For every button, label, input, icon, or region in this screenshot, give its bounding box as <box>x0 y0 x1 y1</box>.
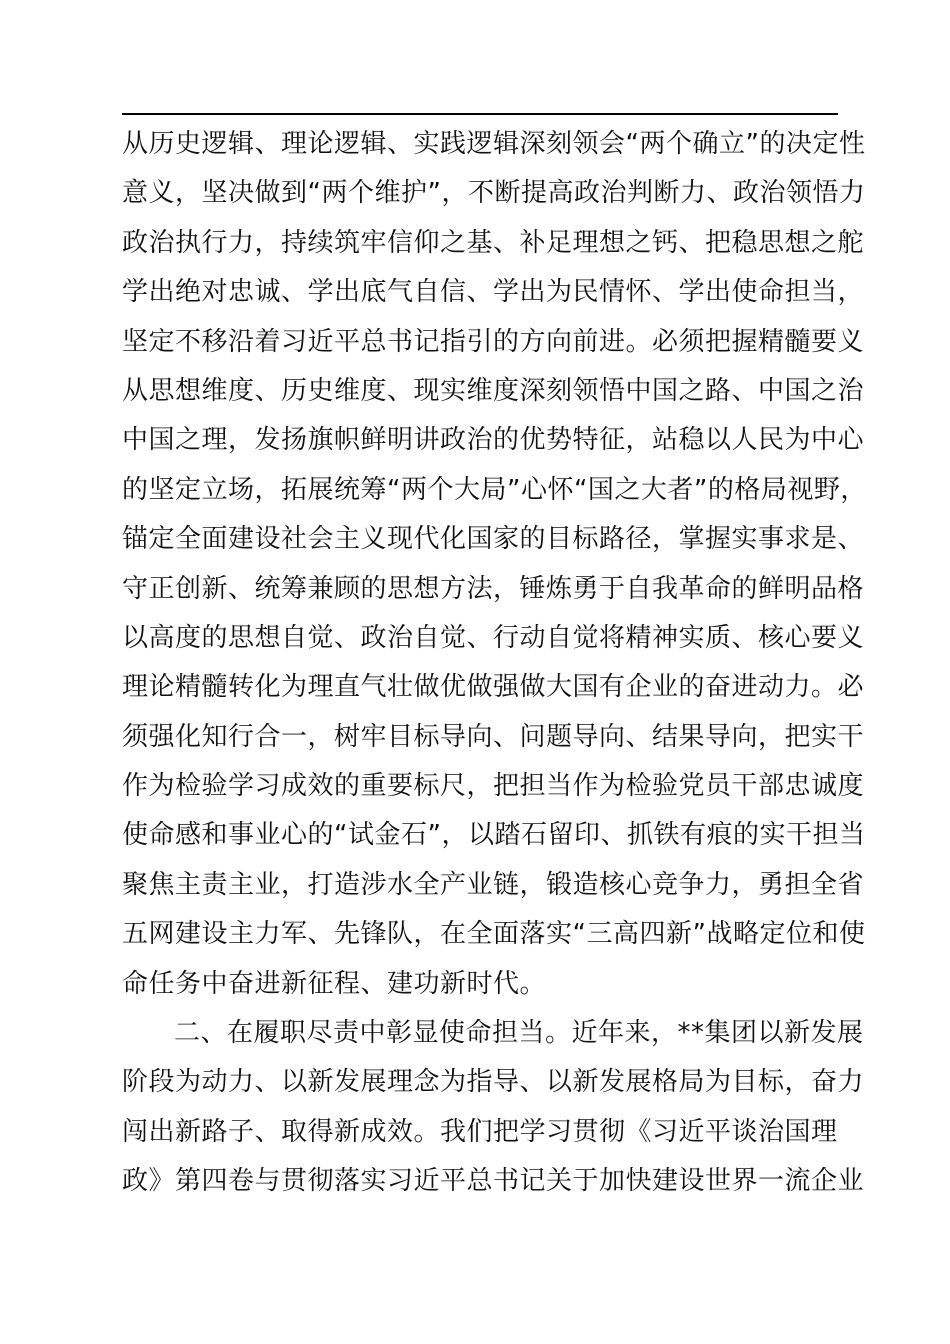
text-line: 中国之理，发扬旗帜鲜明讲政治的优势特征，站稳以人民为中心 <box>122 425 865 456</box>
text-line: 闯出新路子、取得新成效。我们把学习贯彻《习近平谈治国理 <box>122 1116 838 1147</box>
body-text <box>122 120 882 1207</box>
text-line: 五网建设主力军、先锋队，在全面落实“三高四新”战略定位和使 <box>122 919 866 950</box>
text-line: 的坚定立场，拓展统筹“两个大局”心怀“国之大者”的格局视野， <box>122 474 867 505</box>
text-line: 守正创新、统筹兼顾的思想方法，锤炼勇于自我革命的鲜明品格 <box>122 573 865 604</box>
text-line: 意义，坚决做到“两个维护”，不断提高政治判断力、政治领悟力 <box>122 178 866 209</box>
text-line: 须强化知行合一，树牢目标导向、问题导向、结果导向，把实干 <box>122 721 865 752</box>
text-line: 锚定全面建设社会主义现代化国家的目标路径，掌握实事求是、 <box>122 524 865 555</box>
text-line: 阶段为动力、以新发展理念为指导、以新发展格局为目标，奋力 <box>122 1067 865 1098</box>
text-line: 使命感和事业心的“试金石”，以踏石留印、抓铁有痕的实干担当 <box>122 820 866 851</box>
text-line: 命任务中奋进新征程、建功新时代。 <box>122 968 547 999</box>
text-line: 聚焦主责主业，打造涉水全产业链，锻造核心竞争力，勇担全省 <box>122 869 865 900</box>
text-line: 坚定不移沿着习近平总书记指引的方向前进。必须把握精髓要义 <box>122 326 865 357</box>
text-line: 理论精髓转化为理直气壮做优做强做大国有企业的奋进动力。必 <box>122 672 865 703</box>
header-rule <box>122 113 838 115</box>
text-line: 以高度的思想自觉、政治自觉、行动自觉将精神实质、核心要义 <box>122 622 865 653</box>
text-line: 作为检验学习成效的重要标尺，把担当作为检验党员干部忠诚度 <box>122 771 865 802</box>
text-line: 政治执行力，持续筑牢信仰之基、补足理想之钙、把稳思想之舵 <box>122 227 865 258</box>
section-heading-line: 二、在履职尽责中彰显使命担当。近年来，**集团以新发展 <box>174 1018 864 1049</box>
text-line: 从思想维度、历史维度、现实维度深刻领悟中国之路、中国之治 <box>122 375 865 406</box>
text-line: 学出绝对忠诚、学出底气自信、学出为民情怀、学出使命担当， <box>122 277 865 308</box>
text-line: 政》第四卷与贯彻落实习近平总书记关于加快建设世界一流企业 <box>122 1166 865 1197</box>
text-line: 从历史逻辑、理论逻辑、实践逻辑深刻领会“两个确立”的决定性 <box>122 129 866 159</box>
